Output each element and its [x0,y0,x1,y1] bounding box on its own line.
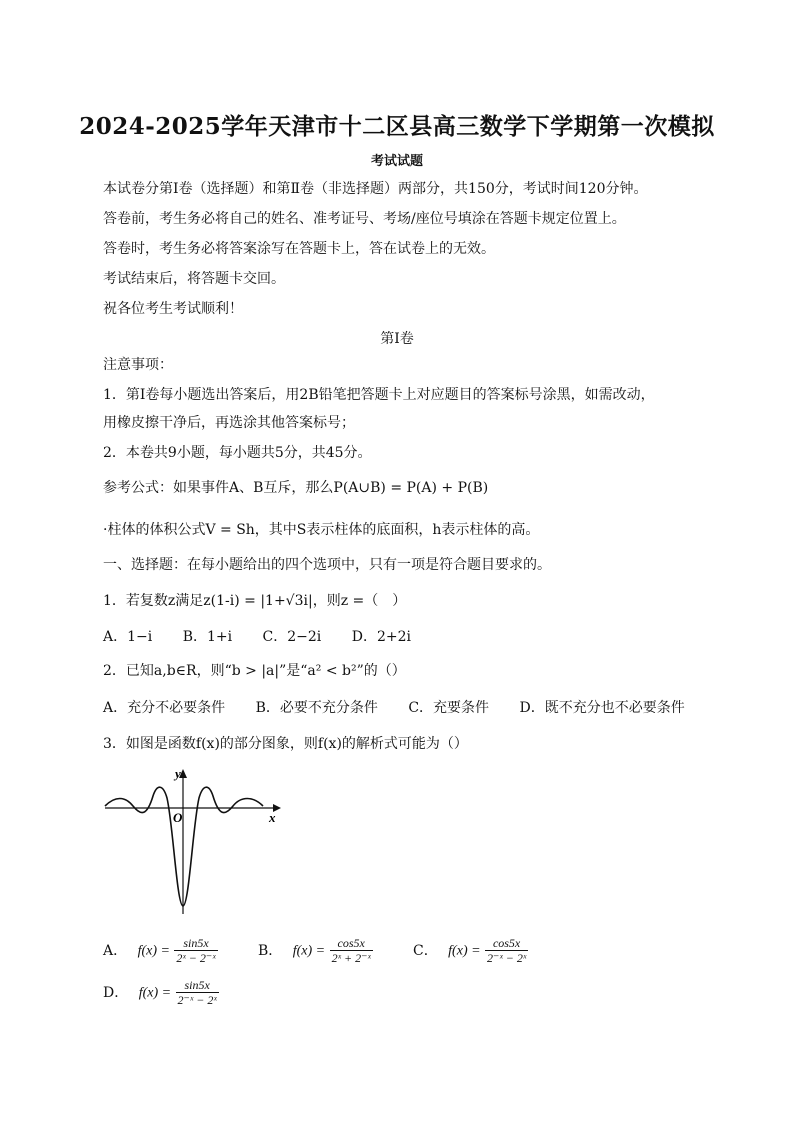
q1-option-a[interactable]: A．1−i [103,629,153,645]
q3-option-d-denominator: 2⁻ˣ − 2ˣ [177,993,217,1007]
part-heading: 一、选择题：在每小题给出的四个选项中，只有一项是符合题目要求的。 [103,557,551,573]
q1-option-b[interactable]: B．1+i [182,629,233,645]
q3-option-a-denominator: 2ˣ − 2⁻ˣ [176,951,216,965]
note-2: 2．本卷共9小题，每小题共5分，共45分。 [103,445,372,461]
q3-option-c-numerator: cos5x [492,936,521,950]
q3-option-d-numerator: sin5x [184,978,210,992]
q3-option-a[interactable] [103,936,218,965]
formula-1: 参考公式：如果事件A、B互斥，那么P(A∪B) = P(A) + P(B) [103,480,489,496]
section-heading: 第Ⅰ卷 [380,331,414,347]
q3-option-a-lhs: f(x) = [137,943,170,959]
q2-stem: 2．已知a,b∈R，则“b > |a|”是“a² < b²”的（） [103,663,406,679]
q3-option-b-label: B． [258,942,283,959]
q3-option-a-numerator: sin5x [183,936,209,950]
notes-title: 注意事项： [103,357,173,373]
q3-option-c-denominator: 2⁻ˣ − 2ˣ [487,951,527,965]
formula-2: ·柱体的体积公式V = Sh，其中S表示柱体的底面积，h表示柱体的高。 [103,522,540,538]
q3-stem: 3．如图是函数f(x)的部分图象，则f(x)的解析式可能为（） [103,736,468,752]
note-1-line-2: 用橡皮擦干净后，再选涂其他答案标号； [103,415,355,431]
exam-subtitle: 考试试题 [370,154,423,169]
function-curve [105,787,263,906]
q3-function-graph [103,764,283,914]
q3-option-c-lhs: f(x) = [448,943,481,959]
exam-title: 2024-2025学年天津市十二区县高三数学下学期第一次模拟 [79,113,715,140]
q3-option-b-lhs: f(x) = [292,943,326,959]
q3-option-a-label: A． [103,942,128,959]
q2-option-a[interactable]: A．充分不必要条件 [103,700,226,716]
q3-option-d-lhs: f(x) = [138,985,172,1001]
q3-option-d[interactable] [103,978,219,1007]
note-1-line-1: 1．第Ⅰ卷每小题选出答案后，用2B铅笔把答题卡上对应题目的答案标号涂黑，如需改动， [103,387,655,403]
intro-line-3: 答卷时，考生务必将答案涂写在答题卡上，答在试卷上的无效。 [103,241,495,257]
q2-options [103,699,711,717]
q3-option-b-denominator: 2ˣ + 2⁻ˣ [331,951,371,965]
q3-option-a-fraction [174,936,217,965]
q1-stem: 1．若复数z满足z(1-i) = |1+√3i|，则z =（ ） [103,593,407,609]
q3-option-d-fraction [176,978,219,1007]
intro-line-2: 答卷前，考生务必将自己的姓名、准考证号、考场/座位号填涂在答题卡规定位置上。 [103,211,626,227]
q2-option-b[interactable]: B．必要不充分条件 [255,700,378,716]
q3-option-b-fraction [330,936,373,965]
q1-option-c[interactable]: C．2−2i [262,629,322,645]
q1-options [103,628,437,646]
origin-label: O [173,810,183,825]
q3-option-c-fraction [485,936,528,965]
q3-option-d-label: D． [103,984,129,1001]
q1-option-d[interactable]: D．2+2i [351,629,411,645]
y-axis-label: y [175,766,181,781]
intro-line-1: 本试卷分第Ⅰ卷（选择题）和第Ⅱ卷（非选择题）两部分，共150分，考试时间120分钟。 [103,181,648,197]
intro-line-4: 考试结束后，将答题卡交回。 [103,271,285,287]
q3-option-b[interactable] [258,936,373,965]
q3-option-b-numerator: cos5x [337,936,365,950]
q3-option-c-label: C． [413,942,438,959]
q2-option-d[interactable]: D．既不充分也不必要条件 [519,700,685,716]
q3-option-c[interactable] [413,936,528,965]
q2-option-c[interactable]: C．充要条件 [408,700,490,716]
x-axis-label: x [269,810,276,825]
intro-line-5: 祝各位考生考试顺利！ [103,301,243,317]
